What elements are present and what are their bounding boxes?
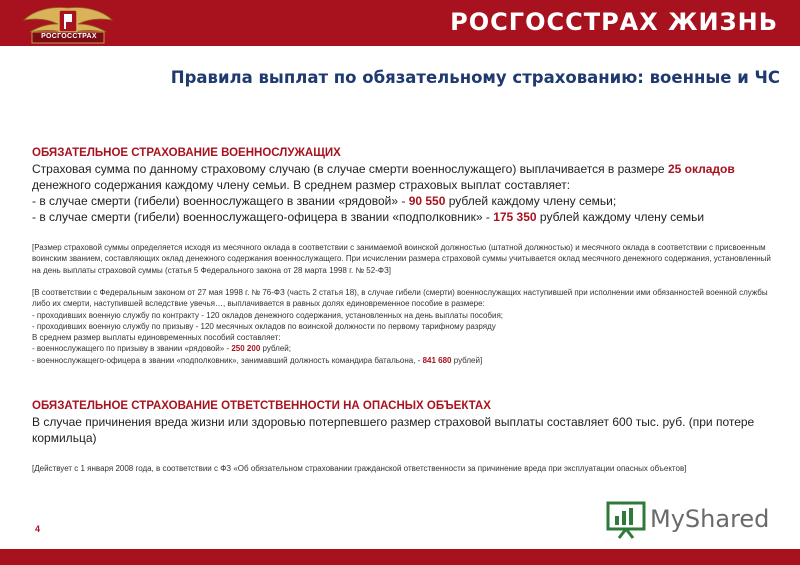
- text-line: В среднем размер выплаты единовременных пособий составляет:: [32, 333, 281, 343]
- text-line: [32, 193, 777, 209]
- text-line: [32, 161, 777, 177]
- text-segment: - в случае смерти (гибели) военнослужащего-офицера в звании «подполковник» -: [32, 210, 494, 224]
- text-line: [В соответствии с Федеральным законом от 27 мая 1998 г. № 76-ФЗ (часть 2 статья 18), в случае гибели (смерти) военнослужащих наступившей при исполнении ими обязанностей военной службы либо их смерти, наступившей вследствие увечья…, выплачивается в равных долях единовременное пособие в размере:: [32, 288, 768, 309]
- highlight-value: 841 680: [422, 355, 452, 365]
- text-segment: рублей;: [260, 344, 291, 354]
- text-line: [32, 209, 777, 225]
- military-insurance-heading: ОБЯЗАТЕЛЬНОЕ СТРАХОВАНИЕ ВОЕННОСЛУЖАЩИХ: [32, 147, 341, 159]
- text-segment: рублей]: [451, 355, 483, 365]
- text-line: [32, 343, 777, 354]
- hazard-liability-heading: ОБЯЗАТЕЛЬНОЕ СТРАХОВАНИЕ ОТВЕТСТВЕННОСТИ НА ОПАСНЫХ ОБЪЕКТАХ: [32, 400, 491, 412]
- highlight-value: 250 200: [231, 344, 261, 354]
- brand-name: РОСГОССТРАХ ЖИЗНЬ: [450, 8, 778, 36]
- logo-caption: РОСГОССТРАХ: [41, 33, 97, 40]
- footnote-salary: [Размер страховой суммы определяется исходя из месячного оклада в соответствии с занимаемой воинской должностью (штатной должностью) и месячного оклада в соответствии с присвоенным воинским званием, составляющих оклад денежного содержания военнослужащего. При исчислении размера страховой суммы учитывается оклад месячного денежного содержания, установленный на день выплаты страховой суммы (статья 5 Федерального закона от 28 марта 1998 г. № 52-ФЗ]: [32, 243, 771, 275]
- footer-bar: [0, 549, 800, 565]
- header-bar: [0, 0, 800, 46]
- text-segment: - военнослужащего по призыву в звании «рядовой» -: [32, 344, 232, 354]
- military-insurance-text: [32, 161, 777, 225]
- text-line: [32, 355, 777, 366]
- highlight-value: 90 550: [408, 194, 446, 208]
- footnote-effective-date: [Действует с 1 января 2008 года, в соответствии с ФЗ «Об обязательном страховании гражданской ответственности за причинение вреда при эксплуатации опасных объектов]: [32, 464, 687, 473]
- text-segment: рублей каждому члену семьи;: [445, 194, 617, 208]
- highlight-value: 25 окладов: [667, 162, 735, 176]
- hazard-liability-section: [32, 400, 777, 446]
- text-line: - проходивших военную службу по призыву - 120 месячных окладов по воинской должности по первому тарифному разряду: [32, 321, 496, 331]
- text-segment: - военнослужащего-офицера в звании «подполковник», занимавший должность командира батальона, -: [32, 355, 423, 365]
- highlight-value: 175 350: [493, 210, 537, 224]
- page-number: 4: [35, 524, 41, 534]
- text-line: - проходивших военную службу по контракту - 120 окладов денежного содержания, установленных на день выплаты пособия;: [32, 310, 504, 320]
- hazard-liability-text: В случае причинения вреда жизни или здоровью потерпевшего размер страховой выплаты составляет 600 тыс. руб. (при потере кормильца): [32, 415, 755, 445]
- text-segment: рублей каждому члену семьи: [536, 210, 705, 224]
- military-insurance-section: [32, 147, 777, 225]
- text-line: денежного содержания каждому члену семьи. В среднем размер страховых выплат составляет:: [32, 178, 571, 192]
- watermark-text: MyShared: [650, 505, 770, 533]
- text-segment: Страховая сумма по данному страховому случаю (в случае смерти военнослужащего) выплачивается в размере: [32, 162, 668, 176]
- page-title: Правила выплат по обязательному страхованию: военные и ЧС: [170, 68, 780, 87]
- footnote-federal-law: [32, 287, 777, 366]
- text-segment: - в случае смерти (гибели) военнослужащего в звании «рядовой» -: [32, 194, 409, 208]
